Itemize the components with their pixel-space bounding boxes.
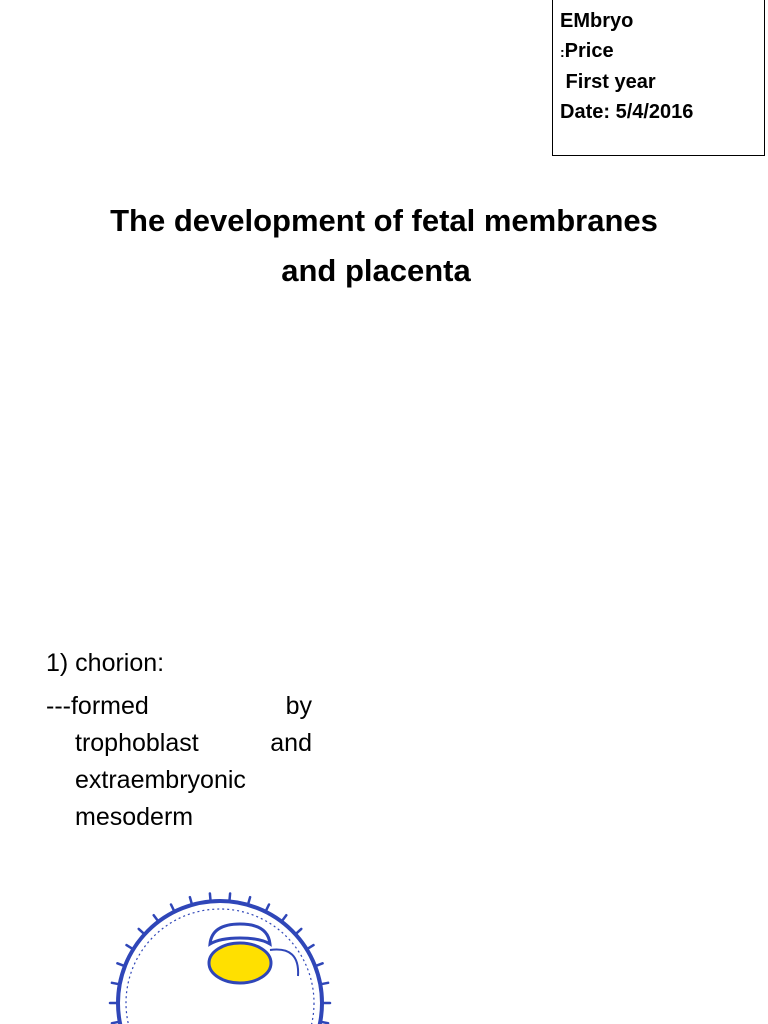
- info-author-name: Price: [564, 40, 614, 62]
- body-line-4: [46, 799, 312, 836]
- body-and: and: [270, 729, 312, 757]
- body-line-1: [46, 688, 312, 725]
- title-line-2: and placenta: [281, 253, 471, 288]
- amnion-cavity: [210, 924, 270, 944]
- body-trophoblast: trophoblast: [75, 729, 199, 757]
- body-by: by: [285, 692, 312, 720]
- body-mesoderm: mesoderm: [75, 803, 194, 831]
- info-author-colon: :: [560, 44, 565, 60]
- info-date: Date: 5/4/2016: [560, 101, 694, 123]
- body-line-3: [46, 762, 312, 799]
- title-line-1: The development of fetal membranes: [110, 203, 658, 238]
- info-year: First year: [560, 71, 656, 93]
- section-heading: 1) chorion:: [46, 649, 165, 677]
- section-body: [46, 688, 312, 836]
- page-title: [0, 196, 768, 296]
- connecting-stalk: [270, 950, 298, 976]
- body-extraembryonic: extraembryonic: [75, 766, 246, 794]
- body-line-2: [46, 725, 312, 762]
- body-formed: ---formed: [46, 692, 149, 720]
- info-author: [560, 36, 764, 67]
- header-info-box: [552, 0, 765, 156]
- yolk-sac: [209, 943, 271, 983]
- chorion-diagram-icon: [100, 868, 340, 1024]
- info-subject: EMbryo: [560, 10, 634, 32]
